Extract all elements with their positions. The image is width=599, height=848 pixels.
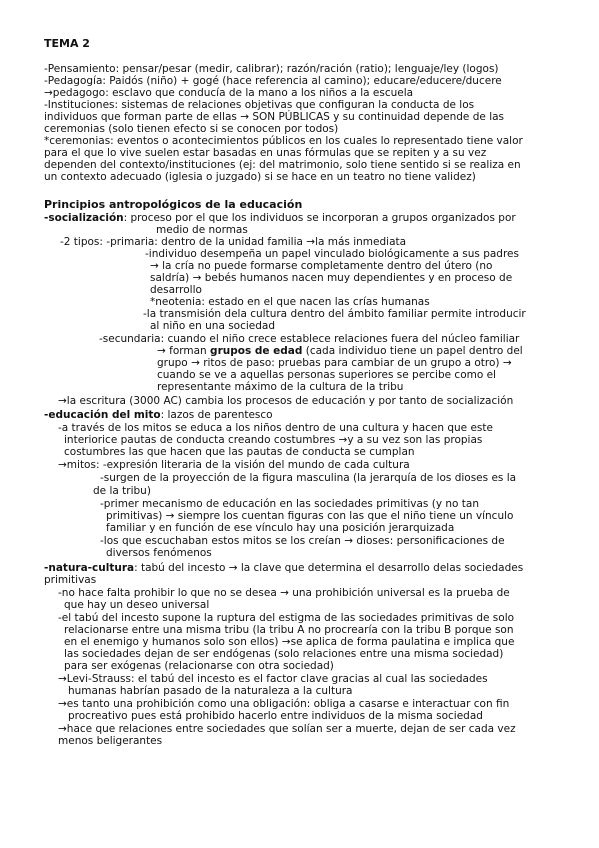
text-line: primitivas) → siempre los cuentan figuras con las que el niño tiene un vínculo (106, 510, 514, 522)
term-educacion-mito: -educación del mito (44, 409, 161, 421)
text-line: representante máximo de la cultura de la tribu (157, 381, 404, 393)
definition: : lazos de parentesco (160, 409, 273, 421)
text-line: para ser exógenas (relacionarse con otra sociedad) (64, 660, 334, 672)
text-line (44, 562, 523, 574)
text-line: → la cría no puede formarse completamente dentro del útero (no (150, 260, 493, 272)
text-line: -Pedagogía: Paidós (niño) + gogé (hace referencia al camino); educare/educere/ducere (44, 75, 502, 87)
text-line: diversos fenómenos (106, 547, 212, 559)
text-line: interiorice pautas de conducta creando costumbres →y a su vez son las propias (64, 434, 483, 446)
text-line: dependen del contexto/instituciones (ej: del matrimonio, solo tiene sentido si se realiza en (44, 159, 521, 171)
text-line: *ceremonias: eventos o acontecimientos públicos en los cuales lo representado tiene valor (44, 135, 523, 147)
text-line: las sociedades dejan de ser endógenas (solo relaciones entre una misma sociedad) (64, 648, 504, 660)
text-line: de la tribu) (93, 485, 151, 497)
text-line: -la transmisión dela cultura dentro del ámbito familiar permite introducir (143, 308, 526, 320)
text-line: → forman grupos de edad (cada individuo tiene un papel dentro del (157, 345, 523, 357)
text-line: menos beligerantes (58, 735, 163, 747)
text-line: relacionarse entre una misma tribu (la tribu A no procrearía con la tribu B porque son (64, 624, 514, 636)
text-line: al niño en una sociedad (150, 320, 276, 332)
text-line: grupo → ritos de paso: pruebas para cambiar de un grupo a otro) → (157, 357, 512, 369)
text-line: ceremonias (solo tienen efecto si se conocen por todos) (44, 123, 339, 135)
text-line: -secundaria: cuando el niño crece establece relaciones fuera del núcleo familiar (99, 333, 520, 345)
text-line: -individuo desempeña un papel vinculado biológicamente a sus padres (145, 248, 519, 260)
text-line: procreativo pues está prohibido hacerlo entre individuos de la misma sociedad (68, 710, 483, 722)
text-line: en el enemigo y humanos solo son ellos) →se aplica de forma paulatina e implica que (64, 636, 515, 648)
text-line: -surgen de la proyección de la figura masculina (la jerarquía de los dioses es la (100, 472, 517, 484)
text-line: →hace que relaciones entre sociedades que solían ser a muerte, dejan de ser cada vez (58, 723, 516, 735)
section-heading: Principios antropológicos de la educación (44, 198, 303, 211)
text-line: -el tabú del incesto supone la ruptura del estigma de las sociedades primitivas de solo (58, 612, 515, 624)
text-line: -no hace falta prohibir lo que no se desea → una prohibición universal es la prueba de (58, 587, 510, 599)
text-line: -los que escuchaban estos mitos se los creían → dioses: personificaciones de (100, 535, 505, 547)
term-socializacion: -socialización (44, 212, 124, 224)
text-line: costumbres las que hacen que las pautas de conducta se cumplan (64, 446, 415, 458)
text-line: desarrollo (150, 284, 202, 296)
text-line (44, 212, 516, 224)
text-line: individuos que forman parte de ellas → SON PÚBLICAS y su continuidad depende de las (44, 111, 505, 123)
definition: : proceso por el que los individuos se incorporan a grupos organizados por (123, 212, 516, 224)
text-line: →pedagogo: esclavo que conducía de la mano a los niños a la escuela (44, 87, 414, 99)
text-line: primitivas (44, 574, 97, 586)
text-line: -Pensamiento: pensar/pesar (medir, calibrar); razón/ración (ratio); lenguaje/ley (logos) (44, 63, 499, 75)
text-line: →la escritura (3000 AC) cambia los procesos de educación y por tanto de socialización (58, 395, 514, 407)
text-line: -2 tipos: -primaria: dentro de la unidad familia →la más inmediata (60, 236, 407, 248)
text-line: medio de normas (156, 224, 248, 236)
text-line: →Levi-Strauss: el tabú del incesto es el factor clave gracias al cual las sociedades (58, 673, 488, 685)
text-line: para el que lo vive suelen estar basadas en unas fórmulas que se repiten y a su vez (44, 147, 487, 159)
text-line: familiar y en función de ese vínculo hay una posición jerarquizada (106, 522, 455, 534)
text-line: -Instituciones: sistemas de relaciones objetivas que configuran la conducta de los (44, 99, 475, 111)
text-line: -primer mecanismo de educación en las sociedades primitivas (y no tan (100, 498, 480, 510)
term-grupos-de-edad: grupos de edad (210, 345, 303, 357)
text-line (44, 409, 273, 421)
text-line: →es tanto una prohibición como una obligación: obliga a casarse e interactuar con fin (58, 698, 510, 710)
text-line: *neotenia: estado en el que nacen las crías humanas (150, 296, 430, 308)
term-natura-cultura: -natura-cultura (44, 562, 135, 574)
text-line: saldría) → bebés humanos nacen muy dependientes y en proceso de (150, 272, 513, 284)
text-line: un contexto adecuado (iglesia o juzgado) si se hace en un teatro no tiene validez) (44, 171, 476, 183)
text-line: cuando se ve a aquellas personas superiores se percibe como el (157, 369, 496, 381)
text-line: →mitos: -expresión literaria de la visión del mundo de cada cultura (58, 459, 410, 471)
text-line: que hay un deseo universal (64, 599, 210, 611)
text-line: -a través de los mitos se educa a los niños dentro de una cultura y hacen que este (58, 422, 493, 434)
text-line: humanas habrían pasado de la naturaleza a la cultura (68, 685, 353, 697)
definition: : tabú del incesto → la clave que determina el desarrollo delas sociedades (134, 562, 524, 574)
document-title: TEMA 2 (44, 37, 90, 50)
